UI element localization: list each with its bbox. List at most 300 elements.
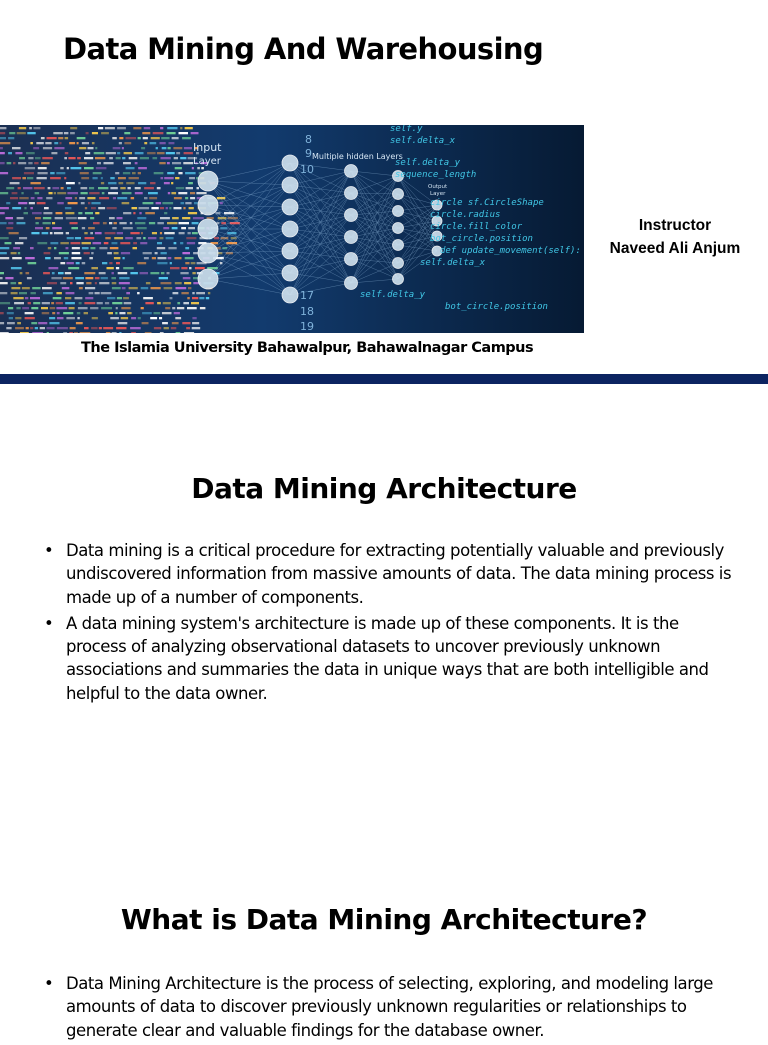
code-stripe	[31, 182, 41, 184]
code-stripe	[60, 242, 69, 244]
code-stripe	[159, 277, 168, 279]
line-number: 17	[300, 289, 314, 302]
bullet-list-architecture	[44, 539, 734, 708]
code-stripe	[119, 332, 121, 333]
code-stripe	[81, 177, 89, 179]
code-stripe	[56, 212, 63, 214]
code-stripe	[35, 192, 40, 194]
code-stripe	[135, 192, 143, 194]
code-stripe	[112, 287, 121, 289]
code-stripe	[130, 232, 139, 234]
code-stripe	[159, 162, 165, 164]
code-stripe	[166, 237, 174, 239]
code-stripe	[137, 227, 147, 229]
code-stripe	[164, 287, 173, 289]
code-stripe	[192, 222, 199, 224]
code-stripe	[109, 222, 112, 224]
code-stripe	[30, 327, 33, 329]
code-stripe	[15, 317, 21, 319]
code-stripe	[158, 257, 167, 259]
code-stripe	[188, 212, 197, 214]
code-stripe	[41, 137, 45, 139]
code-stripe	[156, 147, 158, 149]
code-stripe	[13, 247, 20, 249]
code-stripe	[85, 212, 93, 214]
code-stripe	[66, 232, 69, 234]
code-stripe	[174, 257, 181, 259]
code-stripe	[138, 182, 146, 184]
code-stripe	[157, 152, 165, 154]
code-stripe	[154, 327, 161, 329]
code-stripe	[109, 217, 115, 219]
code-stripe	[78, 217, 87, 219]
code-stripe	[65, 297, 71, 299]
code-stripe	[167, 222, 178, 224]
code-stripe	[185, 127, 193, 129]
code-stripe	[68, 267, 79, 269]
code-stripe	[156, 202, 162, 204]
code-stripe	[12, 192, 18, 194]
code-stripe	[0, 172, 8, 174]
code-stripe	[153, 157, 158, 159]
code-stripe	[126, 167, 135, 169]
code-stripe	[26, 272, 30, 274]
code-stripe	[64, 177, 66, 179]
code-stripe	[173, 292, 179, 294]
code-stripe	[18, 252, 20, 254]
code-stripe	[32, 287, 40, 289]
code-stripe	[37, 242, 47, 244]
code-stripe	[52, 272, 55, 274]
code-stripe	[101, 182, 104, 184]
code-stripe	[47, 282, 57, 284]
code-stripe	[164, 177, 174, 179]
code-stripe	[13, 297, 23, 299]
code-stripe	[75, 297, 83, 299]
code-stripe	[11, 287, 20, 289]
code-stripe	[123, 172, 130, 174]
code-stripe	[0, 207, 9, 209]
section-heading-architecture: Data Mining Architecture	[191, 472, 577, 505]
code-stripe	[92, 317, 98, 319]
code-stripe	[19, 197, 28, 199]
code-stripe	[54, 192, 56, 194]
code-stripe	[187, 297, 190, 299]
code-stripe	[170, 267, 180, 269]
code-stripe	[191, 262, 196, 264]
section-heading-what-is: What is Data Mining Architecture?	[120, 903, 648, 936]
code-stripe	[14, 302, 24, 304]
code-stripe	[135, 187, 141, 189]
code-stripe	[178, 192, 187, 194]
code-stripe	[182, 217, 190, 219]
code-stripe	[72, 252, 81, 254]
code-stripe	[75, 237, 81, 239]
code-stripe	[140, 272, 148, 274]
code-stripe	[81, 202, 85, 204]
code-stripe	[88, 147, 94, 149]
code-stripe	[109, 262, 112, 264]
code-stripe	[90, 307, 98, 309]
code-stripe	[126, 182, 134, 184]
code-stripe	[145, 212, 155, 214]
code-stripe	[48, 187, 51, 189]
code-stripe	[52, 227, 62, 229]
code-stripe	[183, 162, 193, 164]
code-stripe	[121, 307, 130, 309]
code-stripe	[177, 307, 184, 309]
code-stripe	[122, 202, 130, 204]
code-stripe	[65, 272, 71, 274]
code-stripe	[162, 202, 173, 204]
code-stripe	[146, 282, 151, 284]
network-node	[282, 177, 298, 193]
bullet-text: Data mining is a critical procedure for extracting potentially valuable and previously undiscovered information from massive amounts of data. The data mining process is made up of a number of components.	[66, 541, 732, 607]
code-stripe	[89, 292, 94, 294]
code-stripe	[84, 252, 90, 254]
code-stripe	[130, 272, 138, 274]
code-stripe	[25, 167, 35, 169]
code-stripe	[57, 317, 64, 319]
code-stripe	[79, 147, 86, 149]
code-stripe	[161, 272, 165, 274]
code-stripe	[181, 292, 188, 294]
code-stripe	[185, 197, 188, 199]
code-stripe	[49, 267, 59, 269]
code-stripe	[84, 232, 87, 234]
code-stripe	[192, 317, 196, 319]
code-stripe	[143, 137, 148, 139]
code-stripe	[143, 202, 154, 204]
code-stripe	[179, 232, 185, 234]
code-stripe	[191, 132, 199, 134]
code-stripe	[99, 272, 106, 274]
code-stripe	[35, 217, 41, 219]
code-stripe	[85, 152, 90, 154]
code-stripe	[18, 162, 26, 164]
code-stripe	[35, 157, 41, 159]
code-line: self.y	[390, 125, 423, 134]
code-stripe	[95, 232, 102, 234]
code-stripe	[186, 237, 196, 239]
code-stripe	[75, 277, 84, 279]
code-stripe	[141, 232, 143, 234]
code-stripe	[65, 212, 74, 214]
code-stripe	[6, 227, 13, 229]
code-stripe	[17, 217, 24, 219]
code-stripe	[144, 257, 149, 259]
code-stripe	[180, 272, 188, 274]
code-stripe	[167, 127, 177, 129]
code-stripe	[50, 232, 53, 234]
code-stripe	[157, 247, 165, 249]
code-stripe	[161, 252, 167, 254]
code-stripe	[139, 212, 141, 214]
network-node	[345, 187, 358, 200]
code-stripe	[57, 192, 66, 194]
network-node	[282, 221, 298, 237]
code-stripe	[0, 302, 10, 304]
code-stripe	[112, 282, 117, 284]
code-stripe	[0, 127, 6, 129]
code-stripe	[116, 307, 118, 309]
code-stripe	[132, 172, 136, 174]
code-stripe	[160, 232, 162, 234]
code-stripe	[122, 287, 126, 289]
code-stripe	[175, 177, 179, 179]
code-stripe	[189, 207, 194, 209]
code-stripe	[49, 192, 53, 194]
code-stripe	[141, 307, 144, 309]
code-stripe	[90, 217, 94, 219]
code-stripe	[162, 147, 167, 149]
code-stripe	[54, 142, 58, 144]
code-stripe	[176, 287, 187, 289]
code-stripe	[184, 332, 194, 333]
code-stripe	[121, 317, 128, 319]
code-stripe	[91, 327, 98, 329]
network-node	[393, 258, 404, 269]
code-stripe	[123, 267, 134, 269]
code-stripe	[164, 212, 167, 214]
code-stripe	[130, 327, 141, 329]
code-stripe	[189, 267, 191, 269]
code-stripe	[133, 127, 141, 129]
code-stripe	[43, 147, 52, 149]
code-stripe	[130, 222, 133, 224]
code-stripe	[19, 157, 25, 159]
code-stripe	[54, 232, 63, 234]
code-stripe	[123, 257, 125, 259]
code-stripe	[106, 332, 111, 333]
code-stripe	[12, 147, 21, 149]
code-stripe	[6, 187, 14, 189]
code-stripe	[9, 317, 13, 319]
code-stripe	[25, 257, 35, 259]
code-stripe	[183, 277, 191, 279]
code-stripe	[166, 152, 175, 154]
code-stripe	[167, 132, 176, 134]
instructor-label: Instructor	[638, 217, 712, 234]
code-stripe	[30, 247, 34, 249]
code-stripe	[51, 152, 57, 154]
code-stripe	[172, 307, 175, 309]
code-stripe	[122, 192, 132, 194]
bullet-list-what-is	[44, 972, 734, 1045]
code-stripe	[157, 222, 164, 224]
code-stripe	[104, 242, 109, 244]
code-stripe	[6, 202, 10, 204]
code-stripe	[33, 302, 40, 304]
code-stripe	[141, 287, 149, 289]
code-stripe	[118, 322, 128, 324]
code-stripe	[187, 307, 197, 309]
code-stripe	[183, 302, 189, 304]
code-stripe	[57, 327, 68, 329]
code-stripe	[108, 182, 116, 184]
code-stripe	[66, 182, 75, 184]
code-stripe	[171, 327, 177, 329]
code-stripe	[50, 242, 58, 244]
instructor-name: Naveed Ali Anjum	[609, 240, 741, 257]
code-stripe	[145, 302, 153, 304]
code-stripe	[46, 227, 50, 229]
code-stripe	[79, 197, 85, 199]
slide-title: Data Mining And Warehousing	[63, 32, 544, 66]
code-stripe	[163, 302, 171, 304]
code-stripe	[180, 127, 182, 129]
code-stripe	[95, 157, 105, 159]
code-stripe	[175, 282, 182, 284]
code-stripe	[92, 142, 95, 144]
code-stripe	[168, 247, 176, 249]
code-stripe	[0, 162, 5, 164]
code-stripe	[80, 332, 91, 333]
code-stripe	[174, 312, 180, 314]
code-stripe	[196, 292, 205, 294]
code-stripe	[119, 282, 130, 284]
code-line: bot_circle.position	[445, 302, 548, 312]
code-stripe	[105, 237, 110, 239]
code-stripe	[182, 322, 190, 324]
code-line: self.delta_y	[360, 290, 426, 300]
bullet-symbol: •	[44, 613, 54, 633]
code-stripe	[169, 207, 171, 209]
code-stripe	[168, 257, 172, 259]
code-stripe	[112, 332, 117, 333]
code-stripe	[84, 327, 89, 329]
code-stripe	[38, 167, 47, 169]
code-stripe	[57, 202, 64, 204]
code-stripe	[143, 237, 145, 239]
code-stripe	[53, 132, 63, 134]
code-stripe	[0, 147, 3, 149]
code-stripe	[153, 132, 164, 134]
code-stripe	[91, 202, 100, 204]
code-stripe	[162, 312, 172, 314]
network-node	[345, 231, 358, 244]
line-number: 9	[305, 147, 312, 160]
code-stripe	[111, 277, 116, 279]
code-stripe	[25, 297, 28, 299]
code-stripe	[89, 187, 94, 189]
code-stripe	[191, 302, 199, 304]
code-stripe	[32, 212, 42, 214]
code-stripe	[19, 127, 26, 129]
code-stripe	[17, 322, 21, 324]
code-stripe	[84, 157, 93, 159]
code-stripe	[29, 202, 35, 204]
code-stripe	[46, 197, 52, 199]
code-stripe	[58, 137, 63, 139]
code-stripe	[165, 307, 170, 309]
code-stripe	[168, 192, 170, 194]
code-stripe	[174, 197, 182, 199]
code-stripe	[154, 312, 161, 314]
code-stripe	[105, 127, 115, 129]
code-stripe	[138, 167, 147, 169]
code-stripe	[53, 297, 62, 299]
code-stripe	[107, 207, 117, 209]
code-stripe	[112, 272, 114, 274]
code-stripe	[122, 147, 124, 149]
network-node	[198, 269, 218, 289]
code-stripe	[101, 277, 108, 279]
code-stripe	[68, 157, 75, 159]
code-stripe	[185, 172, 196, 174]
code-stripe	[20, 272, 23, 274]
code-stripe	[98, 207, 105, 209]
code-stripe	[12, 207, 21, 209]
code-stripe	[192, 292, 194, 294]
code-stripe	[133, 247, 138, 249]
code-stripe	[101, 292, 112, 294]
code-stripe	[101, 132, 109, 134]
code-stripe	[43, 217, 51, 219]
code-stripe	[0, 247, 9, 249]
code-stripe	[150, 182, 155, 184]
code-stripe	[136, 237, 141, 239]
code-stripe	[94, 152, 105, 154]
code-stripe	[0, 142, 10, 144]
code-stripe	[171, 182, 173, 184]
code-stripe	[142, 322, 149, 324]
code-stripe	[42, 302, 50, 304]
code-stripe	[103, 222, 107, 224]
code-stripe	[43, 222, 51, 224]
code-stripe	[70, 327, 76, 329]
code-stripe	[188, 182, 193, 184]
code-stripe	[148, 192, 158, 194]
code-stripe	[72, 247, 80, 249]
code-line: self.delta_x	[390, 136, 456, 146]
code-stripe	[76, 262, 80, 264]
code-stripe	[62, 287, 70, 289]
code-stripe	[85, 277, 93, 279]
code-stripe	[184, 152, 193, 154]
code-stripe	[11, 267, 22, 269]
code-stripe	[193, 217, 204, 219]
code-stripe	[101, 177, 103, 179]
code-stripe	[69, 307, 75, 309]
code-stripe	[125, 237, 133, 239]
input-label: Input	[193, 141, 222, 154]
code-stripe	[120, 187, 125, 189]
code-stripe	[129, 177, 139, 179]
code-stripe	[113, 147, 121, 149]
code-stripe	[41, 307, 48, 309]
code-stripe	[25, 317, 35, 319]
network-node	[345, 253, 358, 266]
code-stripe	[11, 282, 17, 284]
code-stripe	[35, 327, 38, 329]
code-stripe	[71, 257, 81, 259]
code-stripe	[38, 172, 48, 174]
code-stripe	[63, 277, 73, 279]
code-stripe	[31, 197, 35, 199]
code-stripe	[7, 312, 14, 314]
code-stripe	[66, 317, 75, 319]
code-stripe	[55, 217, 63, 219]
code-stripe	[81, 187, 88, 189]
campus-name: The Islamia University Bahawalpur, Bahawalnagar Campus	[81, 340, 534, 356]
code-stripe	[116, 157, 121, 159]
code-stripe	[145, 332, 152, 333]
code-stripe	[197, 187, 200, 189]
code-stripe	[82, 242, 91, 244]
line-number: 8	[305, 133, 312, 146]
code-stripe	[45, 142, 51, 144]
